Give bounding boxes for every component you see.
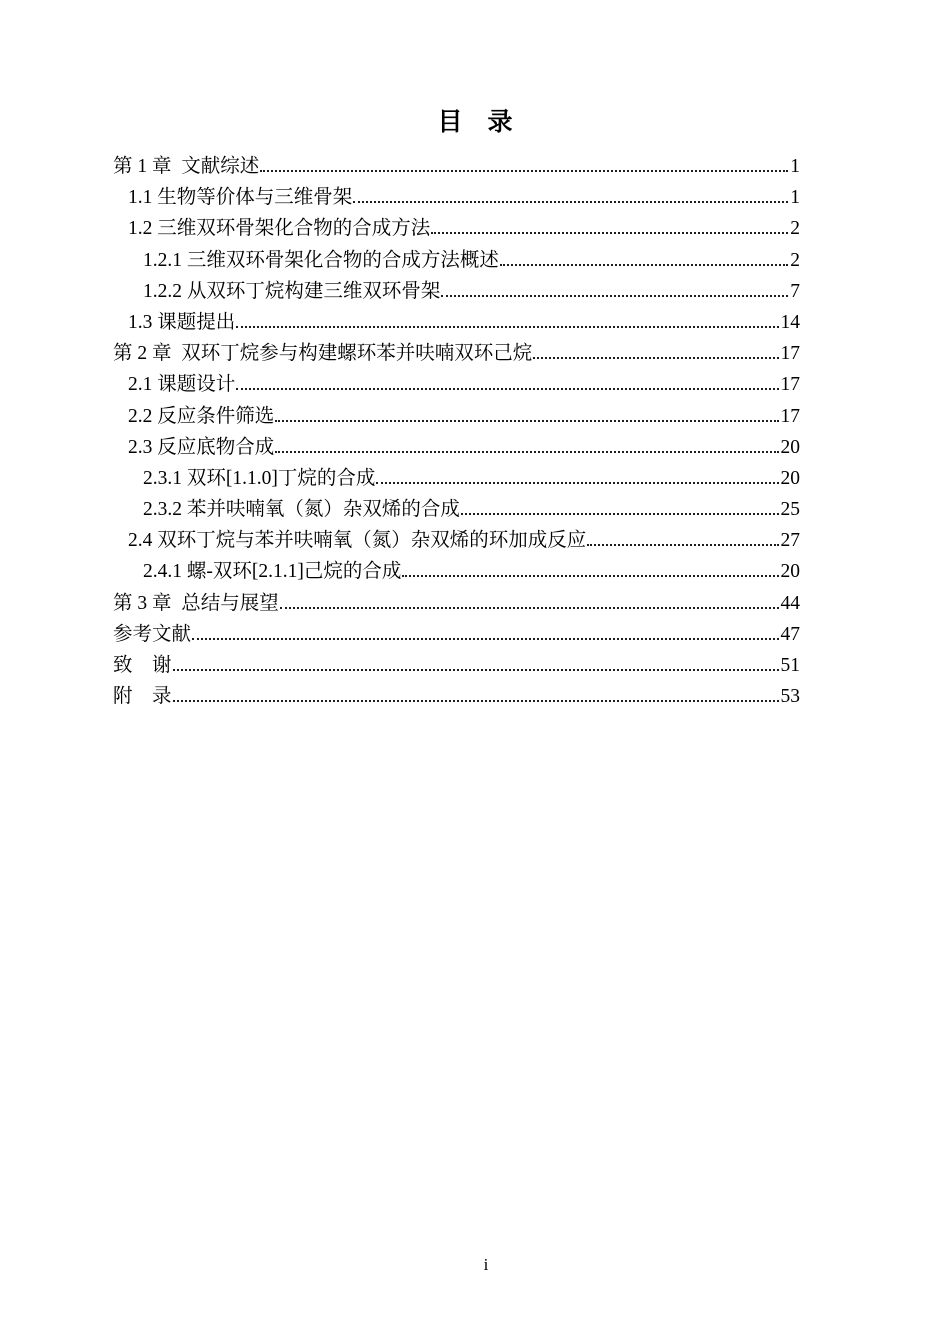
toc-entry-page-number: 27 bbox=[780, 530, 800, 552]
toc-entry[interactable] bbox=[113, 463, 800, 494]
toc-entry-label: 附 录 bbox=[113, 686, 172, 708]
toc-entry-page-number: 1 bbox=[790, 156, 800, 177]
toc-entry[interactable] bbox=[113, 681, 800, 712]
toc-entry-page-number: 2 bbox=[790, 249, 800, 271]
toc-leader-dots bbox=[587, 544, 778, 546]
toc-entry-label: 1.2.1 三维双环骨架化合物的合成方法概述 bbox=[143, 249, 499, 271]
toc-leader-dots bbox=[280, 607, 779, 609]
toc-leader-dots bbox=[173, 700, 779, 702]
toc-leader-dots bbox=[260, 170, 788, 172]
toc-entry-page-number: 20 bbox=[780, 561, 800, 583]
toc-entry-label: 1.2 三维双环骨架化合物的合成方法 bbox=[128, 218, 431, 240]
toc-entry-page-number: 17 bbox=[780, 343, 800, 365]
toc-entry-label: 2.3 反应底物合成 bbox=[128, 436, 275, 458]
toc-entry-label: 致 谢 bbox=[113, 655, 172, 676]
toc-entry-label: 2.4 双环丁烷与苯并呋喃氧（氮）杂双烯的环加成反应 bbox=[128, 530, 587, 552]
toc-entry[interactable] bbox=[113, 525, 800, 556]
toc-entry-label: 2.3.2 苯并呋喃氧（氮）杂双烯的合成 bbox=[143, 499, 460, 521]
toc-entry-page-number: 14 bbox=[780, 311, 800, 333]
toc-entry-page-number: 25 bbox=[780, 499, 800, 521]
toc-leader-dots bbox=[500, 264, 788, 266]
toc-entry[interactable] bbox=[113, 432, 800, 463]
toc-entry-label: 1.3 课题提出 bbox=[128, 311, 236, 333]
toc-entry[interactable] bbox=[113, 401, 800, 432]
toc-entry-label: 2.3.1 双环[1.1.0]丁烷的合成 bbox=[143, 467, 376, 489]
toc-leader-dots bbox=[431, 232, 788, 234]
toc-entry-page-number: 17 bbox=[780, 405, 800, 427]
toc-entry[interactable] bbox=[113, 588, 800, 619]
toc-entry[interactable] bbox=[113, 307, 800, 338]
toc-entry-label: 2.1 课题设计 bbox=[128, 374, 236, 396]
toc-entry-label: 2.4.1 螺-双环[2.1.1]己烷的合成 bbox=[143, 561, 402, 583]
toc-entry[interactable] bbox=[113, 276, 800, 307]
toc-leader-dots bbox=[461, 513, 779, 515]
toc-entry-label: 第 2 章 双环丁烷参与构建螺环苯并呋喃双环己烷 bbox=[113, 343, 533, 365]
toc-entry-page-number: 53 bbox=[780, 686, 800, 708]
toc-entry[interactable] bbox=[113, 151, 800, 182]
toc-entry-page-number: 1 bbox=[790, 187, 800, 209]
toc-leader-dots bbox=[236, 388, 778, 390]
toc-entry[interactable] bbox=[113, 556, 800, 587]
toc-leader-dots bbox=[353, 201, 788, 203]
toc-entry[interactable] bbox=[113, 650, 800, 681]
toc-leader-dots bbox=[402, 575, 778, 577]
toc-leader-dots bbox=[236, 326, 778, 328]
toc-entry[interactable] bbox=[113, 619, 800, 650]
toc-entry-page-number: 47 bbox=[780, 623, 800, 645]
toc-entry-page-number: 7 bbox=[790, 280, 800, 302]
toc-entry-page-number: 44 bbox=[780, 592, 800, 614]
toc-entry-label: 1.2.2 从双环丁烷构建三维双环骨架 bbox=[143, 280, 441, 302]
toc-leader-dots bbox=[275, 451, 778, 453]
toc-entry[interactable] bbox=[113, 494, 800, 525]
toc-entry[interactable] bbox=[113, 369, 800, 400]
page-title: 目 录 bbox=[437, 109, 513, 136]
toc-leader-dots bbox=[441, 295, 788, 297]
toc-entry[interactable] bbox=[113, 245, 800, 276]
toc-entry[interactable] bbox=[113, 182, 800, 213]
toc-entry-label: 1.1 生物等价体与三维骨架 bbox=[128, 187, 353, 209]
toc-entry-label: 2.2 反应条件筛选 bbox=[128, 405, 275, 427]
toc-leader-dots bbox=[376, 482, 778, 484]
toc-list bbox=[113, 151, 800, 712]
toc-leader-dots bbox=[173, 669, 779, 671]
toc-entry-page-number: 20 bbox=[780, 436, 800, 458]
toc-entry-page-number: 20 bbox=[780, 467, 800, 489]
toc-entry[interactable] bbox=[113, 213, 800, 244]
toc-entry-label: 第 1 章 文献综述 bbox=[113, 156, 260, 177]
toc-leader-dots bbox=[533, 357, 778, 359]
toc-entry-label: 参考文献 bbox=[113, 623, 192, 645]
toc-entry-label: 第 3 章 总结与展望 bbox=[113, 592, 279, 614]
toc-entry-page-number: 51 bbox=[780, 655, 800, 676]
toc-leader-dots bbox=[192, 638, 778, 640]
page-footer-number: i bbox=[483, 1255, 489, 1274]
toc-entry-page-number: 2 bbox=[790, 218, 800, 240]
toc-entry-page-number: 17 bbox=[780, 374, 800, 396]
toc-leader-dots bbox=[275, 420, 778, 422]
toc-entry[interactable] bbox=[113, 338, 800, 369]
